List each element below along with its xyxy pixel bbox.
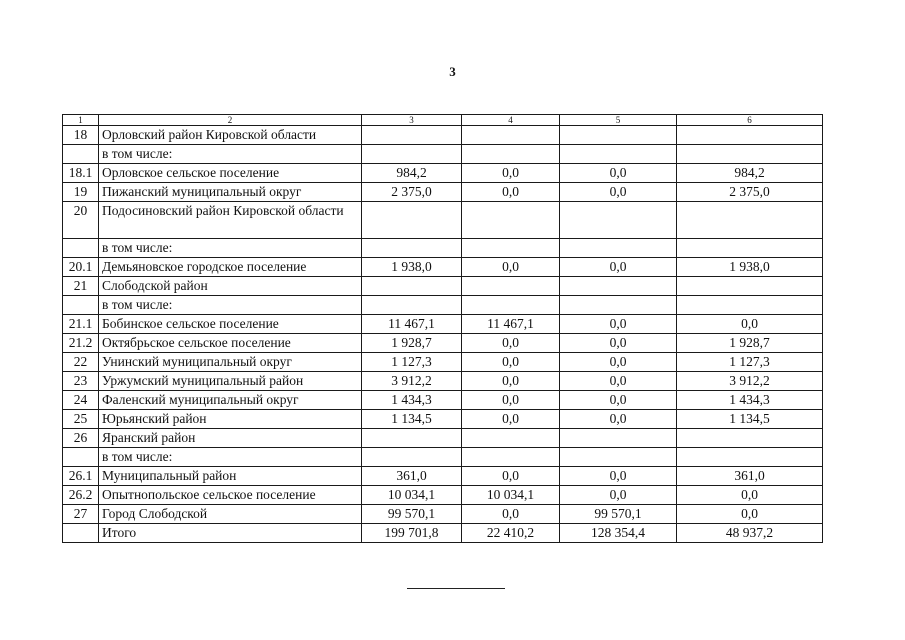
header-cell: 2 — [99, 115, 362, 126]
col5-cell — [560, 429, 677, 448]
row-number-cell: 21.2 — [63, 334, 99, 353]
row-number-cell: 20.1 — [63, 258, 99, 277]
col6-cell — [677, 448, 823, 467]
col3-cell: 984,2 — [362, 164, 462, 183]
col3-cell — [362, 429, 462, 448]
row-number-cell: 26 — [63, 429, 99, 448]
row-name-cell: Орловский район Кировской области — [99, 126, 362, 145]
table-row — [63, 126, 823, 145]
col4-cell — [462, 448, 560, 467]
row-number-cell: 22 — [63, 353, 99, 372]
col6-cell — [677, 145, 823, 164]
col5-cell: 0,0 — [560, 391, 677, 410]
col4-cell — [462, 145, 560, 164]
table-row — [63, 258, 823, 277]
table-row — [63, 524, 823, 543]
budget-table — [62, 114, 823, 543]
row-number-cell: 26.2 — [63, 486, 99, 505]
table-body — [63, 115, 823, 543]
col5-cell: 128 354,4 — [560, 524, 677, 543]
col6-cell — [677, 126, 823, 145]
col4-cell — [462, 277, 560, 296]
col6-cell: 3 912,2 — [677, 372, 823, 391]
table-row — [63, 277, 823, 296]
header-cell: 5 — [560, 115, 677, 126]
col5-cell — [560, 277, 677, 296]
row-number-cell — [63, 448, 99, 467]
header-row — [63, 115, 823, 126]
col3-cell: 3 912,2 — [362, 372, 462, 391]
col3-cell: 2 375,0 — [362, 183, 462, 202]
table-row — [63, 164, 823, 183]
col4-cell — [462, 202, 560, 239]
col4-cell — [462, 429, 560, 448]
col6-cell: 1 928,7 — [677, 334, 823, 353]
col6-cell: 1 127,3 — [677, 353, 823, 372]
col4-cell: 0,0 — [462, 258, 560, 277]
col4-cell: 0,0 — [462, 410, 560, 429]
table-row — [63, 315, 823, 334]
row-number-cell — [63, 145, 99, 164]
table-row — [63, 391, 823, 410]
col6-cell: 2 375,0 — [677, 183, 823, 202]
col4-cell — [462, 296, 560, 315]
col6-cell: 0,0 — [677, 505, 823, 524]
table-row — [63, 239, 823, 258]
col3-cell: 199 701,8 — [362, 524, 462, 543]
col5-cell: 0,0 — [560, 183, 677, 202]
col3-cell — [362, 277, 462, 296]
row-number-cell — [63, 239, 99, 258]
col5-cell: 0,0 — [560, 334, 677, 353]
col3-cell — [362, 296, 462, 315]
row-name-cell: Подосиновский район Кировской области — [99, 202, 362, 239]
col3-cell: 1 134,5 — [362, 410, 462, 429]
table-row — [63, 145, 823, 164]
col6-cell: 1 134,5 — [677, 410, 823, 429]
col3-cell: 361,0 — [362, 467, 462, 486]
col4-cell: 0,0 — [462, 334, 560, 353]
row-number-cell: 18 — [63, 126, 99, 145]
header-cell: 4 — [462, 115, 560, 126]
col4-cell — [462, 126, 560, 145]
table-row — [63, 467, 823, 486]
col3-cell: 1 434,3 — [362, 391, 462, 410]
col5-cell: 0,0 — [560, 410, 677, 429]
col4-cell — [462, 239, 560, 258]
col3-cell: 1 938,0 — [362, 258, 462, 277]
table-row — [63, 429, 823, 448]
col6-cell: 1 434,3 — [677, 391, 823, 410]
row-number-cell: 18.1 — [63, 164, 99, 183]
row-name-cell: Яранский район — [99, 429, 362, 448]
col4-cell: 0,0 — [462, 505, 560, 524]
row-number-cell: 27 — [63, 505, 99, 524]
col5-cell: 99 570,1 — [560, 505, 677, 524]
row-name-cell: в том числе: — [99, 145, 362, 164]
col5-cell — [560, 145, 677, 164]
col4-cell: 0,0 — [462, 372, 560, 391]
col5-cell: 0,0 — [560, 258, 677, 277]
row-name-cell: Итого — [99, 524, 362, 543]
table-row — [63, 448, 823, 467]
row-number-cell: 26.1 — [63, 467, 99, 486]
row-number-cell: 21.1 — [63, 315, 99, 334]
col6-cell — [677, 429, 823, 448]
table-row — [63, 202, 823, 239]
table-row — [63, 353, 823, 372]
col5-cell: 0,0 — [560, 372, 677, 391]
col3-cell: 1 928,7 — [362, 334, 462, 353]
col5-cell — [560, 239, 677, 258]
col5-cell — [560, 126, 677, 145]
table-row — [63, 334, 823, 353]
row-number-cell: 25 — [63, 410, 99, 429]
row-number-cell: 20 — [63, 202, 99, 239]
row-name-cell: в том числе: — [99, 239, 362, 258]
col5-cell: 0,0 — [560, 486, 677, 505]
col6-cell — [677, 277, 823, 296]
col3-cell: 10 034,1 — [362, 486, 462, 505]
col3-cell: 99 570,1 — [362, 505, 462, 524]
header-cell: 1 — [63, 115, 99, 126]
col6-cell — [677, 239, 823, 258]
row-name-cell: Опытнопольское сельское поселение — [99, 486, 362, 505]
col5-cell: 0,0 — [560, 164, 677, 183]
table-row — [63, 372, 823, 391]
col3-cell: 11 467,1 — [362, 315, 462, 334]
col6-cell: 984,2 — [677, 164, 823, 183]
footer-divider — [407, 588, 505, 589]
col5-cell — [560, 202, 677, 239]
col3-cell — [362, 126, 462, 145]
col3-cell — [362, 239, 462, 258]
col4-cell: 11 467,1 — [462, 315, 560, 334]
row-name-cell: в том числе: — [99, 448, 362, 467]
row-name-cell: Уржумский муниципальный район — [99, 372, 362, 391]
row-name-cell: Октябрьское сельское поселение — [99, 334, 362, 353]
col6-cell: 0,0 — [677, 486, 823, 505]
col3-cell — [362, 202, 462, 239]
table-row — [63, 410, 823, 429]
table-row — [63, 296, 823, 315]
col5-cell: 0,0 — [560, 353, 677, 372]
table-row — [63, 183, 823, 202]
col6-cell: 361,0 — [677, 467, 823, 486]
row-number-cell: 19 — [63, 183, 99, 202]
col6-cell: 48 937,2 — [677, 524, 823, 543]
row-name-cell: Город Слободской — [99, 505, 362, 524]
header-cell: 3 — [362, 115, 462, 126]
col5-cell — [560, 296, 677, 315]
col3-cell — [362, 145, 462, 164]
row-name-cell: Унинский муниципальный округ — [99, 353, 362, 372]
row-number-cell: 24 — [63, 391, 99, 410]
col5-cell: 0,0 — [560, 315, 677, 334]
row-name-cell: Слободской район — [99, 277, 362, 296]
col4-cell: 0,0 — [462, 183, 560, 202]
table-row — [63, 505, 823, 524]
col6-cell: 1 938,0 — [677, 258, 823, 277]
table-row — [63, 486, 823, 505]
row-number-cell — [63, 524, 99, 543]
row-name-cell: Демьяновское городское поселение — [99, 258, 362, 277]
col6-cell — [677, 202, 823, 239]
col5-cell — [560, 448, 677, 467]
col4-cell: 0,0 — [462, 353, 560, 372]
col4-cell: 22 410,2 — [462, 524, 560, 543]
row-number-cell: 21 — [63, 277, 99, 296]
col6-cell — [677, 296, 823, 315]
row-number-cell: 23 — [63, 372, 99, 391]
col5-cell: 0,0 — [560, 467, 677, 486]
col6-cell: 0,0 — [677, 315, 823, 334]
col4-cell: 0,0 — [462, 391, 560, 410]
col3-cell — [362, 448, 462, 467]
page-number: 3 — [449, 64, 456, 79]
row-name-cell: Юрьянский район — [99, 410, 362, 429]
header-cell: 6 — [677, 115, 823, 126]
row-name-cell: Пижанский муниципальный округ — [99, 183, 362, 202]
row-number-cell — [63, 296, 99, 315]
row-name-cell: Фаленский муниципальный округ — [99, 391, 362, 410]
row-name-cell: Бобинское сельское поселение — [99, 315, 362, 334]
row-name-cell: Орловское сельское поселение — [99, 164, 362, 183]
col4-cell: 0,0 — [462, 467, 560, 486]
col4-cell: 10 034,1 — [462, 486, 560, 505]
col4-cell: 0,0 — [462, 164, 560, 183]
row-name-cell: в том числе: — [99, 296, 362, 315]
col3-cell: 1 127,3 — [362, 353, 462, 372]
row-name-cell: Муниципальный район — [99, 467, 362, 486]
